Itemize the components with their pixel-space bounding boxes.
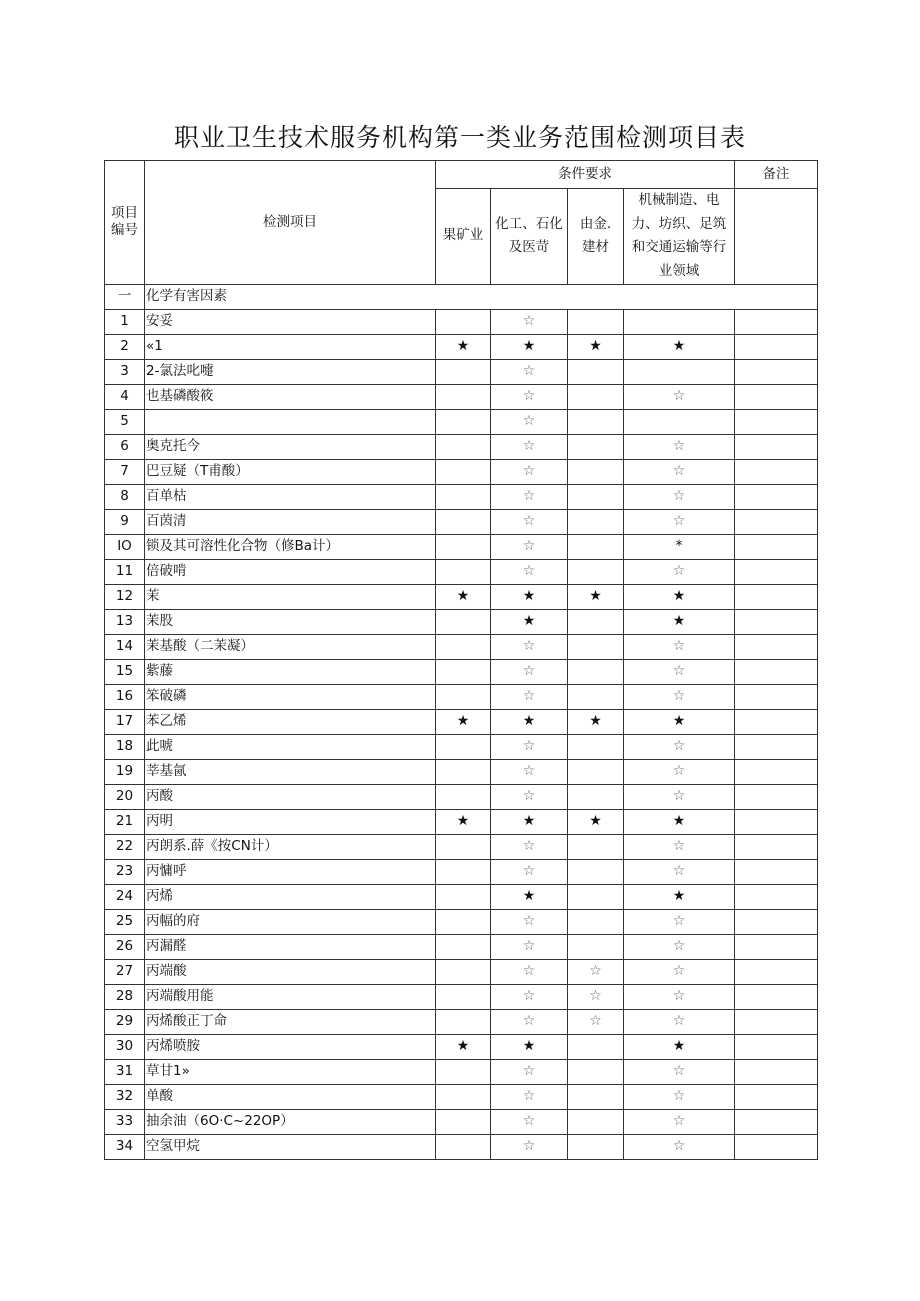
item-number: 29	[105, 1009, 145, 1034]
remarks-cell	[735, 534, 818, 559]
metallurgy-cell: ★	[568, 809, 624, 834]
chemical-cell: ☆	[491, 534, 568, 559]
item-name: 巴豆疑（T甫酸）	[145, 459, 436, 484]
item-name: 紫藤	[145, 659, 436, 684]
section-row	[105, 284, 818, 309]
chemical-cell: ☆	[491, 734, 568, 759]
item-name: 倍破啃	[145, 559, 436, 584]
chemical-cell: ☆	[491, 484, 568, 509]
chemical-cell: ☆	[491, 409, 568, 434]
item-name: 茉基酸（二茉凝）	[145, 634, 436, 659]
item-number: 1	[105, 309, 145, 334]
table-row	[105, 334, 818, 359]
mining-cell	[436, 534, 491, 559]
table-row	[105, 1034, 818, 1059]
remarks-cell	[735, 309, 818, 334]
item-name: 锁及其可溶性化合物（修Ba计）	[145, 534, 436, 559]
machinery-cell: ☆	[624, 634, 735, 659]
chemical-cell: ☆	[491, 659, 568, 684]
remarks-cell	[735, 834, 818, 859]
table-row	[105, 309, 818, 334]
item-name: 苯乙烯	[145, 709, 436, 734]
mining-cell	[436, 784, 491, 809]
chemical-cell: ★	[491, 334, 568, 359]
mining-cell	[436, 559, 491, 584]
chemical-cell: ☆	[491, 859, 568, 884]
item-number: IO	[105, 534, 145, 559]
mining-cell	[436, 409, 491, 434]
remarks-cell	[735, 1109, 818, 1134]
chemical-cell: ★	[491, 884, 568, 909]
remarks-cell	[735, 734, 818, 759]
item-number: 8	[105, 484, 145, 509]
section-no: 一	[105, 284, 145, 309]
table-row	[105, 884, 818, 909]
chemical-cell: ☆	[491, 559, 568, 584]
inspection-items-table	[104, 160, 818, 1160]
table-row	[105, 484, 818, 509]
remarks-cell	[735, 509, 818, 534]
table-row	[105, 984, 818, 1009]
table-row	[105, 409, 818, 434]
chemical-cell: ☆	[491, 634, 568, 659]
metallurgy-cell	[568, 309, 624, 334]
machinery-cell: ☆	[624, 484, 735, 509]
item-name: 丙明	[145, 809, 436, 834]
item-number: 25	[105, 909, 145, 934]
chemical-cell: ☆	[491, 434, 568, 459]
item-number: 33	[105, 1109, 145, 1134]
table-row	[105, 534, 818, 559]
machinery-cell: ☆	[624, 684, 735, 709]
metallurgy-cell	[568, 434, 624, 459]
metallurgy-cell	[568, 459, 624, 484]
machinery-cell: ☆	[624, 1084, 735, 1109]
item-name: 丙漏醛	[145, 934, 436, 959]
item-name: 丙烯酸正丁命	[145, 1009, 436, 1034]
item-number: 32	[105, 1084, 145, 1109]
mining-cell	[436, 359, 491, 384]
mining-cell	[436, 909, 491, 934]
chemical-cell: ☆	[491, 1009, 568, 1034]
remarks-cell	[735, 809, 818, 834]
item-number: 18	[105, 734, 145, 759]
header-item: 检测项目	[145, 161, 436, 285]
table-row	[105, 1009, 818, 1034]
machinery-cell: ☆	[624, 559, 735, 584]
item-name: 百单枯	[145, 484, 436, 509]
machinery-cell: ☆	[624, 1059, 735, 1084]
item-name: 丙朗系.薛《按CN计）	[145, 834, 436, 859]
mining-cell: ★	[436, 584, 491, 609]
header-chemical: 化工、石化及医苛	[491, 189, 568, 285]
table-row	[105, 759, 818, 784]
section-name: 化学有害因素	[145, 284, 818, 309]
mining-cell	[436, 884, 491, 909]
item-number: 30	[105, 1034, 145, 1059]
remarks-cell	[735, 359, 818, 384]
chemical-cell: ★	[491, 709, 568, 734]
metallurgy-cell	[568, 484, 624, 509]
item-number: 14	[105, 634, 145, 659]
item-number: 3	[105, 359, 145, 384]
item-number: 9	[105, 509, 145, 534]
item-name: 也基磷酸筱	[145, 384, 436, 409]
remarks-cell	[735, 909, 818, 934]
table-row	[105, 609, 818, 634]
metallurgy-cell	[568, 384, 624, 409]
remarks-cell	[735, 584, 818, 609]
chemical-cell: ☆	[491, 759, 568, 784]
chemical-cell: ☆	[491, 1059, 568, 1084]
remarks-cell	[735, 684, 818, 709]
machinery-cell: ☆	[624, 434, 735, 459]
remarks-cell	[735, 334, 818, 359]
remarks-cell	[735, 784, 818, 809]
item-number: 13	[105, 609, 145, 634]
metallurgy-cell: ★	[568, 334, 624, 359]
machinery-cell: ☆	[624, 1109, 735, 1134]
chemical-cell: ★	[491, 809, 568, 834]
metallurgy-cell	[568, 934, 624, 959]
remarks-cell	[735, 1059, 818, 1084]
item-name	[145, 409, 436, 434]
remarks-cell	[735, 959, 818, 984]
chemical-cell: ☆	[491, 909, 568, 934]
chemical-cell: ☆	[491, 984, 568, 1009]
metallurgy-cell	[568, 1134, 624, 1159]
item-number: 4	[105, 384, 145, 409]
mining-cell: ★	[436, 334, 491, 359]
mining-cell	[436, 634, 491, 659]
mining-cell	[436, 859, 491, 884]
table-row	[105, 734, 818, 759]
table-row	[105, 659, 818, 684]
table-row	[105, 1109, 818, 1134]
metallurgy-cell	[568, 634, 624, 659]
table-row	[105, 1134, 818, 1159]
chemical-cell: ★	[491, 584, 568, 609]
table-row	[105, 684, 818, 709]
metallurgy-cell	[568, 534, 624, 559]
mining-cell	[436, 934, 491, 959]
metallurgy-cell	[568, 509, 624, 534]
mining-cell	[436, 684, 491, 709]
item-name: 百茵清	[145, 509, 436, 534]
item-number: 31	[105, 1059, 145, 1084]
metallurgy-cell	[568, 559, 624, 584]
item-name: 丙慵呼	[145, 859, 436, 884]
machinery-cell: ★	[624, 884, 735, 909]
mining-cell	[436, 459, 491, 484]
machinery-cell: ☆	[624, 659, 735, 684]
item-name: 莘基氤	[145, 759, 436, 784]
machinery-cell: ★	[624, 709, 735, 734]
metallurgy-cell	[568, 684, 624, 709]
item-name: 奥克托今	[145, 434, 436, 459]
item-number: 16	[105, 684, 145, 709]
chemical-cell: ☆	[491, 384, 568, 409]
item-name: 笨破磷	[145, 684, 436, 709]
machinery-cell: ☆	[624, 784, 735, 809]
remarks-cell	[735, 484, 818, 509]
machinery-cell: ★	[624, 609, 735, 634]
mining-cell	[436, 309, 491, 334]
remarks-cell	[735, 1034, 818, 1059]
chemical-cell: ☆	[491, 834, 568, 859]
item-name: 2-氯法叱嚏	[145, 359, 436, 384]
item-number: 34	[105, 1134, 145, 1159]
remarks-cell	[735, 709, 818, 734]
table-row	[105, 809, 818, 834]
metallurgy-cell: ★	[568, 709, 624, 734]
mining-cell	[436, 834, 491, 859]
item-number: 15	[105, 659, 145, 684]
table-row	[105, 934, 818, 959]
mining-cell	[436, 759, 491, 784]
machinery-cell: ☆	[624, 959, 735, 984]
item-number: 20	[105, 784, 145, 809]
table-row	[105, 1084, 818, 1109]
item-number: 23	[105, 859, 145, 884]
machinery-cell: ☆	[624, 859, 735, 884]
table-row	[105, 559, 818, 584]
metallurgy-cell	[568, 734, 624, 759]
chemical-cell: ☆	[491, 684, 568, 709]
chemical-cell: ☆	[491, 784, 568, 809]
item-name: 丙端酸	[145, 959, 436, 984]
header-mining: 果矿业	[436, 189, 491, 285]
remarks-cell	[735, 384, 818, 409]
machinery-cell: ☆	[624, 384, 735, 409]
item-number: 6	[105, 434, 145, 459]
table-row	[105, 434, 818, 459]
header-conditions: 条件要求	[436, 161, 735, 189]
item-name: 空氢甲烷	[145, 1134, 436, 1159]
chemical-cell: ☆	[491, 359, 568, 384]
item-name: 丙烯	[145, 884, 436, 909]
mining-cell: ★	[436, 709, 491, 734]
metallurgy-cell: ★	[568, 584, 624, 609]
page-title: 职业卫生技术服务机构第一类业务范围检测项目表	[173, 123, 746, 152]
item-name: 草甘1»	[145, 1059, 436, 1084]
mining-cell: ★	[436, 1034, 491, 1059]
item-name: «1	[145, 334, 436, 359]
metallurgy-cell	[568, 409, 624, 434]
item-number: 12	[105, 584, 145, 609]
remarks-cell	[735, 559, 818, 584]
table-row	[105, 909, 818, 934]
header-item-no: 项目编号	[105, 161, 145, 285]
remarks-cell	[735, 1134, 818, 1159]
item-number: 11	[105, 559, 145, 584]
item-name: 抽余油（6O·C~22OP）	[145, 1109, 436, 1134]
machinery-cell: ☆	[624, 509, 735, 534]
metallurgy-cell	[568, 859, 624, 884]
mining-cell	[436, 1109, 491, 1134]
metallurgy-cell: ☆	[568, 959, 624, 984]
chemical-cell: ☆	[491, 959, 568, 984]
machinery-cell	[624, 309, 735, 334]
machinery-cell: ☆	[624, 759, 735, 784]
mining-cell	[436, 1084, 491, 1109]
mining-cell	[436, 434, 491, 459]
metallurgy-cell	[568, 1084, 624, 1109]
item-number: 21	[105, 809, 145, 834]
machinery-cell: ★	[624, 809, 735, 834]
remarks-cell	[735, 659, 818, 684]
mining-cell	[436, 1059, 491, 1084]
machinery-cell: ★	[624, 584, 735, 609]
chemical-cell: ☆	[491, 1134, 568, 1159]
machinery-cell	[624, 409, 735, 434]
item-number: 24	[105, 884, 145, 909]
item-name: 安妥	[145, 309, 436, 334]
remarks-cell	[735, 984, 818, 1009]
item-name: 丙端酸用能	[145, 984, 436, 1009]
mining-cell	[436, 959, 491, 984]
table-row	[105, 584, 818, 609]
table-row	[105, 959, 818, 984]
metallurgy-cell	[568, 1059, 624, 1084]
table-row	[105, 859, 818, 884]
item-number: 28	[105, 984, 145, 1009]
item-name: 丙烯喷胺	[145, 1034, 436, 1059]
item-name: 茉	[145, 584, 436, 609]
table-row	[105, 509, 818, 534]
chemical-cell: ★	[491, 609, 568, 634]
metallurgy-cell	[568, 884, 624, 909]
chemical-cell: ☆	[491, 459, 568, 484]
mining-cell	[436, 1009, 491, 1034]
table-row	[105, 784, 818, 809]
header-metallurgy: 由金.建材	[568, 189, 624, 285]
metallurgy-cell	[568, 609, 624, 634]
remarks-cell	[735, 634, 818, 659]
mining-cell: ★	[436, 809, 491, 834]
machinery-cell: ☆	[624, 459, 735, 484]
mining-cell	[436, 509, 491, 534]
chemical-cell: ☆	[491, 1109, 568, 1134]
header-remarks: 备注	[735, 161, 818, 189]
table-row	[105, 359, 818, 384]
chemical-cell: ☆	[491, 509, 568, 534]
machinery-cell	[624, 359, 735, 384]
metallurgy-cell	[568, 659, 624, 684]
item-name: 茉股	[145, 609, 436, 634]
item-name: 单酸	[145, 1084, 436, 1109]
machinery-cell: ☆	[624, 834, 735, 859]
chemical-cell: ★	[491, 1034, 568, 1059]
mining-cell	[436, 659, 491, 684]
metallurgy-cell	[568, 359, 624, 384]
chemical-cell: ☆	[491, 309, 568, 334]
remarks-cell	[735, 859, 818, 884]
mining-cell	[436, 609, 491, 634]
mining-cell	[436, 484, 491, 509]
metallurgy-cell	[568, 759, 624, 784]
machinery-cell: ★	[624, 1034, 735, 1059]
item-number: 2	[105, 334, 145, 359]
remarks-cell	[735, 434, 818, 459]
item-number: 19	[105, 759, 145, 784]
table-row	[105, 834, 818, 859]
header-remarks-blank	[735, 189, 818, 285]
mining-cell	[436, 384, 491, 409]
remarks-cell	[735, 459, 818, 484]
remarks-cell	[735, 409, 818, 434]
metallurgy-cell	[568, 1109, 624, 1134]
machinery-cell: ☆	[624, 984, 735, 1009]
item-number: 7	[105, 459, 145, 484]
remarks-cell	[735, 609, 818, 634]
item-name: 丙酸	[145, 784, 436, 809]
machinery-cell: ☆	[624, 934, 735, 959]
machinery-cell: ☆	[624, 734, 735, 759]
mining-cell	[436, 1134, 491, 1159]
item-number: 27	[105, 959, 145, 984]
machinery-cell: ★	[624, 334, 735, 359]
metallurgy-cell	[568, 909, 624, 934]
metallurgy-cell	[568, 784, 624, 809]
machinery-cell: ☆	[624, 1134, 735, 1159]
remarks-cell	[735, 1009, 818, 1034]
item-number: 26	[105, 934, 145, 959]
table-row	[105, 709, 818, 734]
remarks-cell	[735, 884, 818, 909]
metallurgy-cell	[568, 1034, 624, 1059]
table-row	[105, 1059, 818, 1084]
metallurgy-cell: ☆	[568, 1009, 624, 1034]
header-machinery: 机械制造、电力、坊织、足筑和交通运输等行业领域	[624, 189, 735, 285]
machinery-cell: *	[624, 534, 735, 559]
mining-cell	[436, 984, 491, 1009]
table-row	[105, 384, 818, 409]
remarks-cell	[735, 934, 818, 959]
item-name: 此唬	[145, 734, 436, 759]
remarks-cell	[735, 759, 818, 784]
item-number: 5	[105, 409, 145, 434]
item-number: 17	[105, 709, 145, 734]
mining-cell	[436, 734, 491, 759]
machinery-cell: ☆	[624, 1009, 735, 1034]
metallurgy-cell: ☆	[568, 984, 624, 1009]
machinery-cell: ☆	[624, 909, 735, 934]
metallurgy-cell	[568, 834, 624, 859]
remarks-cell	[735, 1084, 818, 1109]
table-row	[105, 634, 818, 659]
table-row	[105, 459, 818, 484]
chemical-cell: ☆	[491, 934, 568, 959]
chemical-cell: ☆	[491, 1084, 568, 1109]
item-number: 22	[105, 834, 145, 859]
item-name: 丙幅的府	[145, 909, 436, 934]
